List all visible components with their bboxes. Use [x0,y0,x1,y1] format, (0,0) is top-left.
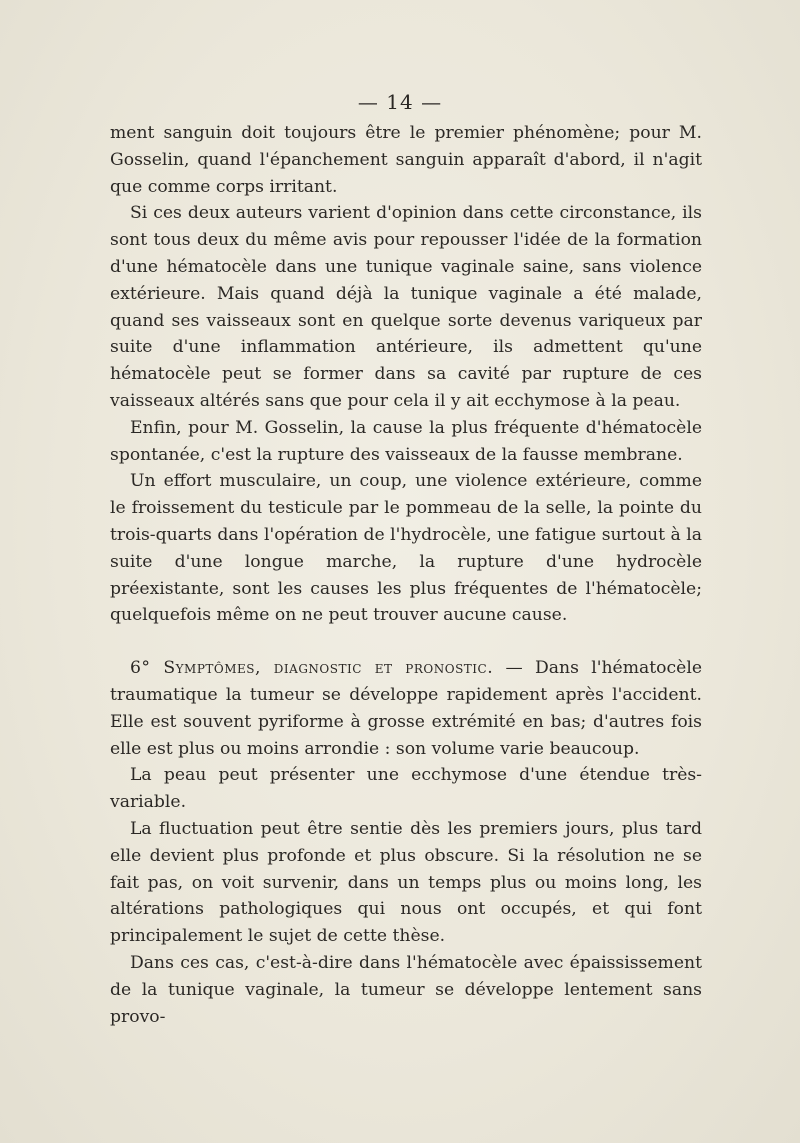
section-heading: 6° Symptômes, diagnostic et pronostic. [130,658,494,679]
section-text: — Dans l'hématocèle traumatique la tumeur se développe rapidement après l'accident. Elle est souvent pyriforme à grosse extrémité en bas; d'autres fois elle est plus ou moins arrondie : son volume varie beaucoup. [110,658,702,759]
section-paragraph [110,655,702,762]
paragraph: Un effort musculaire, un coup, une violence extérieure, comme le froissement du testicule par le pommeau de la selle, la pointe du trois-quarts dans l'opération de l'hydrocèle, une fatigue surtout à la suite d'une longue marche, la rupture d'une hydrocèle préexistante, sont les causes les plus fréquentes de l'hématocèle; quelquefois même on ne peut trouver aucune cause. [110,471,702,626]
paragraph: Enfin, pour M. Gosselin, la cause la plus fréquente d'hématocèle spontanée, c'est la rupture des vaisseaux de la fausse membrane. [110,417,702,465]
paragraph: La peau peut présenter une ecchymose d'une étendue très-variable. [110,765,702,813]
paragraph: Si ces deux auteurs varient d'opinion dans cette circonstance, ils sont tous deux du même avis pour repousser l'idée de la formation d'une hématocèle dans une tunique vaginale saine, sans violence extérieure. Mais quand déjà la tunique vaginale a été malade, quand ses vaisseaux sont en quelque sorte devenus variqueux par suite d'une inflammation antérieure, ils admettent qu'une hématocèle peut se former dans sa cavité par rupture de ces vaisseaux altérés sans que pour cela il y ait ecchymose à la peau. [110,203,702,411]
body-text [110,120,702,1030]
page-number: — 14 — [357,90,443,114]
paragraph: La fluctuation peut être sentie dès les premiers jours, plus tard elle devient plus profonde et plus obscure. Si la résolution ne se fait pas, on voit survenir, dans un temps plus ou moins long, les altérations pathologiques qui nous ont occupés, et qui font principalement le sujet de cette thèse. [110,818,702,947]
paragraph: Dans ces cas, c'est-à-dire dans l'hématocèle avec épaississement de la tunique vaginale, la tumeur se développe lentement sans provo- [110,952,702,1027]
paragraph: ment sanguin doit toujours être le premier phénomène; pour M. Gosselin, quand l'épanchement sanguin apparaît d'abord, il n'agit que comme corps irritant. [110,123,702,197]
